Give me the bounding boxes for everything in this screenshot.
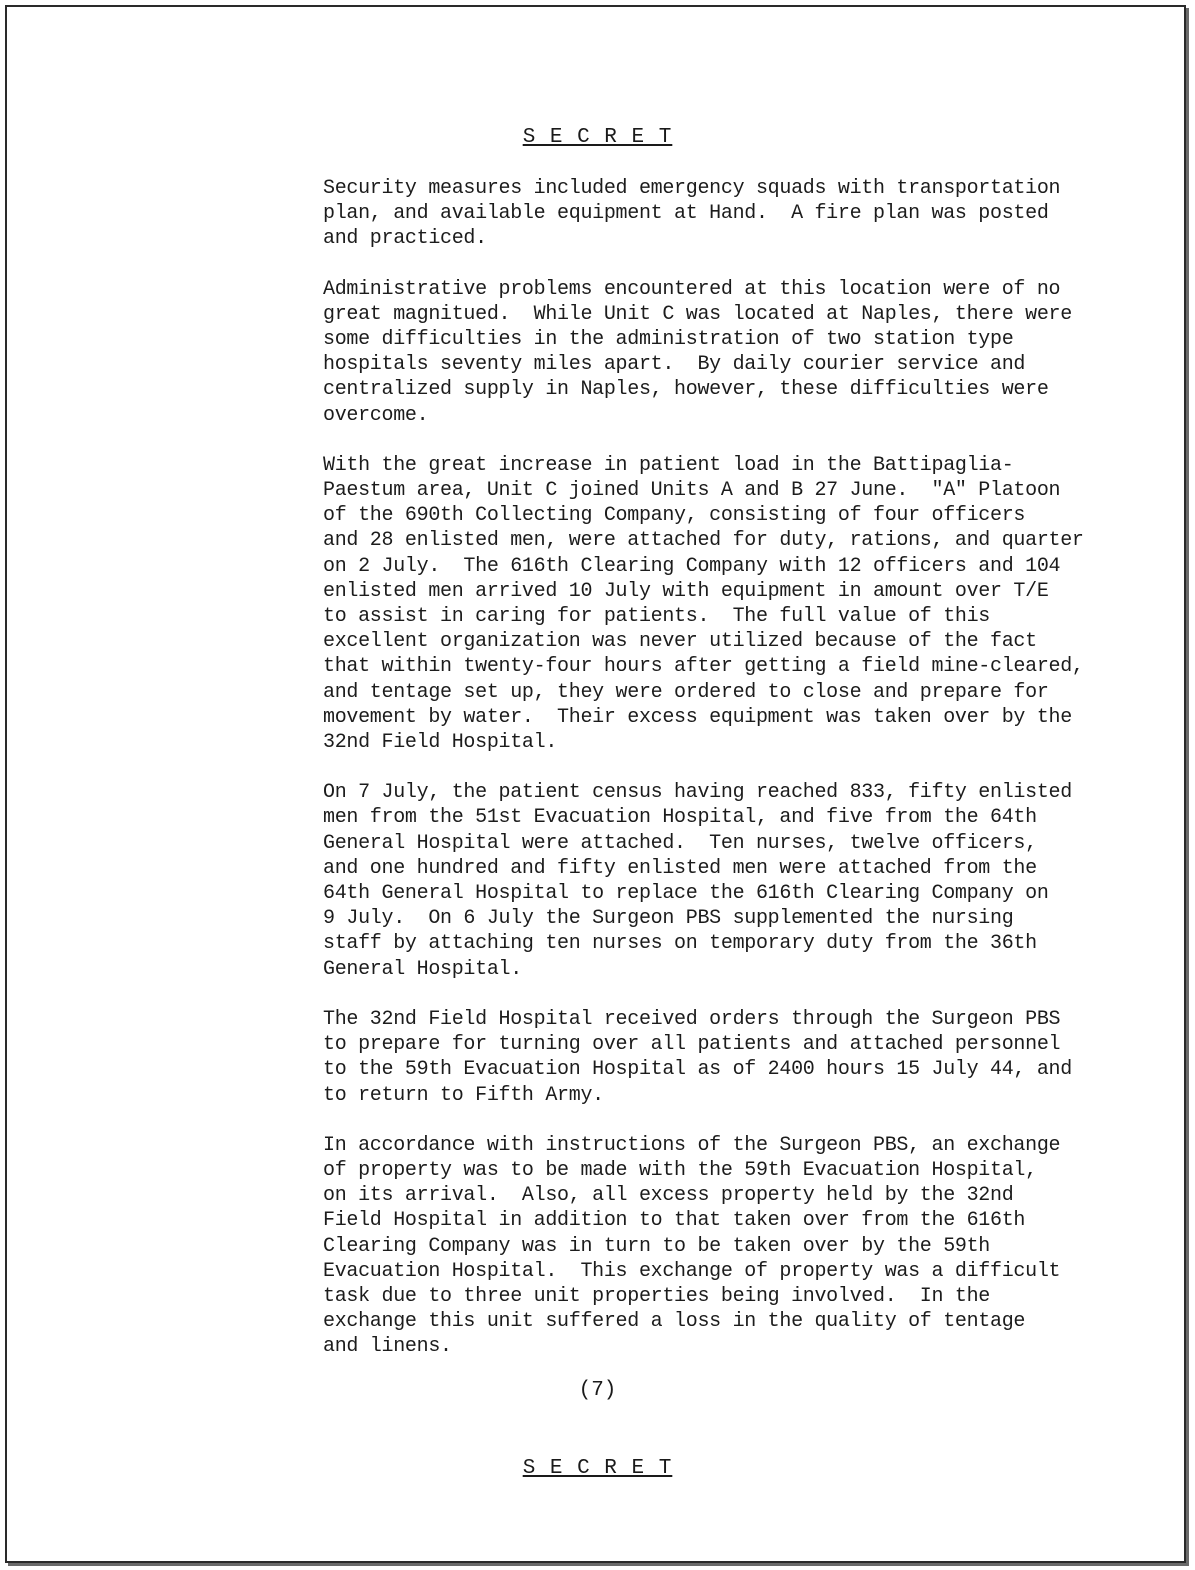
text-line: 9 July. On 6 July the Surgeon PBS supplemented the nursing <box>323 907 1014 931</box>
text-line: With the great increase in patient load in the Battipaglia- <box>323 453 1014 477</box>
text-line: enlisted men arrived 10 July with equipment in amount over T/E <box>323 579 1049 603</box>
text-line: on its arrival. Also, all excess property held by the 32nd <box>323 1184 1014 1208</box>
text-line: staff by attaching ten nurses on temporary duty from the 36th <box>323 932 1037 956</box>
text-line: Security measures included emergency squads with transportation <box>323 177 1061 200</box>
body-text <box>323 176 1143 1385</box>
paragraph-orders <box>323 1007 1143 1108</box>
paragraph-patient-load <box>323 453 1143 755</box>
page-number: (7) <box>578 1379 617 1402</box>
text-line: great magnitued. While Unit C was located at Naples, there were <box>323 302 1072 326</box>
text-line: On 7 July, the patient census having reached 833, fifty enlisted <box>323 781 1072 805</box>
text-line: hospitals seventy miles apart. By daily courier service and <box>323 353 1026 377</box>
text-line: General Hospital were attached. Ten nurses, twelve officers, <box>323 831 1037 855</box>
text-line: Paestum area, Unit C joined Units A and B 27 June. "A" Platoon <box>323 479 1061 503</box>
text-line: of the 690th Collecting Company, consisting of four officers <box>323 504 1026 528</box>
text-line: to prepare for turning over all patients and attached personnel <box>323 1033 1061 1057</box>
text-line: and tentage set up, they were ordered to close and prepare for <box>323 680 1049 704</box>
text-line: and practiced. <box>323 227 487 251</box>
text-line: centralized supply in Naples, however, these difficulties were <box>323 378 1049 402</box>
text-line: General Hospital. <box>323 957 522 981</box>
text-line: excellent organization was never utilized because of the fact <box>323 630 1037 654</box>
text-line: to assist in caring for patients. The full value of this <box>323 605 991 629</box>
header-classification: S E C R E T <box>522 126 673 149</box>
text-line: that within twenty-four hours after getting a field mine-cleared, <box>323 655 1084 679</box>
text-line: and linens. <box>323 1335 452 1359</box>
text-line: and 28 enlisted men, were attached for duty, rations, and quarter <box>323 529 1084 553</box>
paragraph-property-exchange <box>323 1133 1143 1360</box>
text-line: to return to Fifth Army. <box>323 1083 604 1107</box>
paragraph-security <box>323 176 1143 252</box>
text-line: on 2 July. The 616th Clearing Company with 12 officers and 104 <box>323 554 1061 578</box>
text-line: of property was to be made with the 59th Evacuation Hospital, <box>323 1158 1037 1182</box>
text-line: 32nd Field Hospital. <box>323 731 558 755</box>
text-line: overcome. <box>323 403 429 427</box>
footer-classification: S E C R E T <box>522 1457 673 1480</box>
text-line: men from the 51st Evacuation Hospital, and five from the 64th <box>323 806 1037 830</box>
text-line: In accordance with instructions of the Surgeon PBS, an exchange <box>323 1133 1061 1157</box>
text-line: Clearing Company was in turn to be taken over by the 59th <box>323 1234 991 1258</box>
text-line: some difficulties in the administration of two station type <box>323 328 1014 352</box>
text-line: to the 59th Evacuation Hospital as of 2400 hours 15 July 44, and <box>323 1058 1072 1082</box>
text-line: Field Hospital in addition to that taken over from the 616th <box>323 1209 1026 1233</box>
text-line: 64th General Hospital to replace the 616th Clearing Company on <box>323 882 1049 906</box>
text-line: task due to three unit properties being involved. In the <box>323 1284 991 1308</box>
text-line: Evacuation Hospital. This exchange of property was a difficult <box>323 1259 1061 1283</box>
text-line: Administrative problems encountered at this location were of no <box>323 277 1061 301</box>
text-line: exchange this unit suffered a loss in the quality of tentage <box>323 1310 1026 1334</box>
text-line: movement by water. Their excess equipment was taken over by the <box>323 705 1072 729</box>
text-line: The 32nd Field Hospital received orders through the Surgeon PBS <box>323 1007 1061 1031</box>
text-line: and one hundred and fifty enlisted men were attached from the <box>323 856 1037 880</box>
paragraph-administrative <box>323 277 1143 428</box>
paragraph-patient-census <box>323 780 1143 982</box>
text-line: plan, and available equipment at Hand. A fire plan was posted <box>323 202 1049 226</box>
